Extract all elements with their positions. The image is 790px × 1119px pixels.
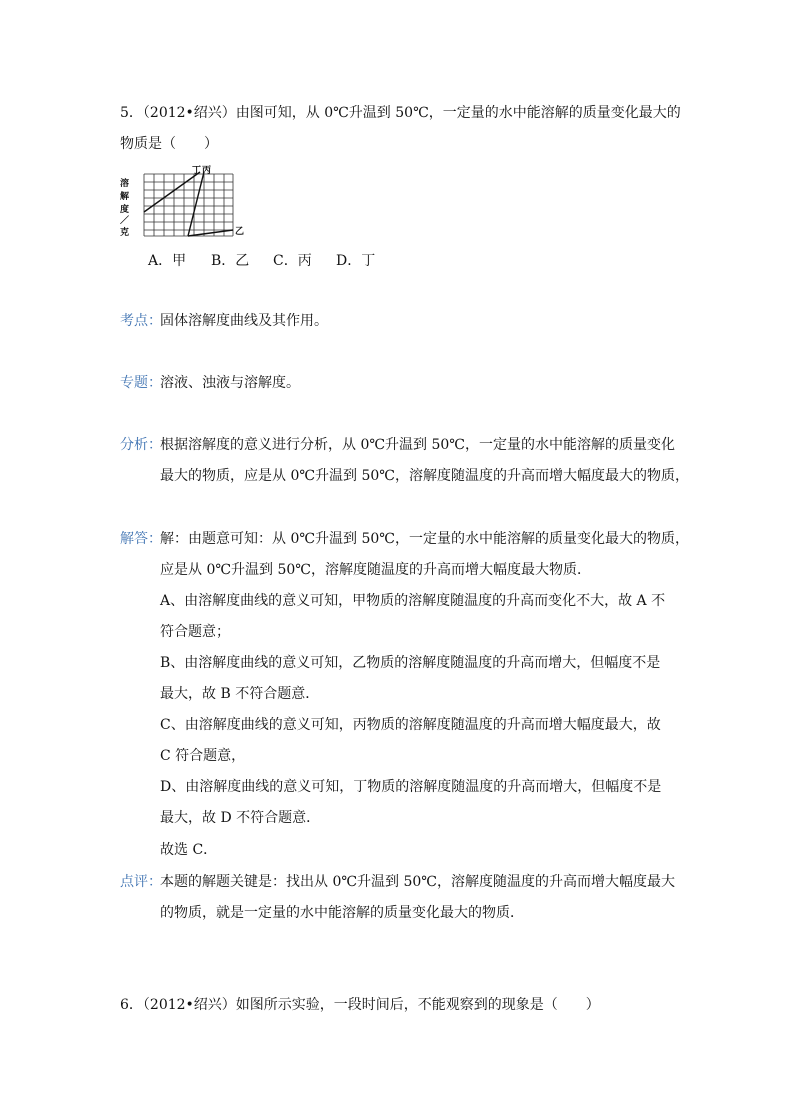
curve-label-yi: 乙 — [235, 227, 245, 237]
curve-label-bing: 丙 — [202, 166, 212, 176]
zhuanti-text: 溶液、浊液与溶解度。 — [160, 375, 300, 391]
solubility-graph — [118, 164, 250, 238]
graph-ylabel — [120, 177, 130, 238]
curve-yi — [188, 230, 233, 236]
jieda-line: B、由溶解度曲线的意义可知，乙物质的溶解度随温度的升高而增大，但幅度不是 — [160, 655, 661, 671]
option-d: D．丁 — [336, 253, 376, 269]
ylabel-char-2: 解 — [120, 192, 130, 202]
jieda-line: A、由溶解度曲线的意义可知，甲物质的溶解度随温度的升高而变化不大，故 A 不 — [160, 593, 666, 609]
jieda-line: 符合题意； — [160, 624, 230, 640]
ylabel-char-5: 克 — [120, 228, 130, 238]
kaodian-label: 考点： — [120, 313, 162, 329]
kaodian-text: 固体溶解度曲线及其作用。 — [160, 313, 328, 329]
zhuanti-label: 专题： — [120, 375, 162, 391]
ylabel-char-4: ／ — [120, 216, 130, 226]
fenxi-line: 根据溶解度的意义进行分析，从 0℃升温到 50℃，一定量的水中能溶解的质量变化 — [160, 437, 675, 453]
jieda-line: 最大，故 D 不符合题意． — [160, 810, 321, 826]
q5-line2: 物质是（ ） — [120, 136, 218, 152]
jieda-line: 解：由题意可知：从 0℃升温到 50℃，一定量的水中能溶解的质量变化最大的物质， — [160, 531, 689, 547]
graph-grid — [144, 174, 233, 236]
jieda-line: 故选 C． — [160, 842, 218, 858]
jieda-line: 应是从 0℃升温到 50℃，溶解度随温度的升高而增大幅度最大物质． — [160, 562, 591, 578]
dianping-line: 本题的解题关键是：找出从 0℃升温到 50℃，溶解度随温度的升高而增大幅度最大 — [160, 874, 675, 890]
option-a: A．甲 — [148, 253, 187, 269]
fenxi-line: 最大的物质，应是从 0℃升温到 50℃，溶解度随温度的升高而增大幅度最大的物质， — [160, 468, 689, 484]
jieda-line: 最大，故 B 不符合题意． — [160, 686, 320, 702]
jieda-line: C、由溶解度曲线的意义可知，丙物质的溶解度随温度的升高而增大幅度最大，故 — [160, 717, 661, 733]
option-c: C．丙 — [273, 253, 312, 269]
q6-line1: 6．（2012•绍兴）如图所示实验，一段时间后，不能观察到的现象是（ ） — [120, 997, 600, 1013]
ylabel-char-3: 度 — [120, 205, 130, 215]
option-b: B．乙 — [211, 253, 250, 269]
ylabel-char-1: 溶 — [120, 179, 130, 189]
fenxi-label: 分析： — [120, 437, 162, 453]
dianping-label: 点评： — [120, 874, 162, 890]
jieda-line: C 符合题意， — [160, 748, 246, 764]
jieda-line: D、由溶解度曲线的意义可知，丁物质的溶解度随温度的升高而增大，但幅度不是 — [160, 779, 662, 795]
dianping-line: 的物质，就是一定量的水中能溶解的质量变化最大的物质． — [160, 905, 524, 921]
curve-label-ding: 丁 — [192, 166, 202, 176]
jieda-label: 解答： — [120, 531, 162, 547]
q5-line1: 5．（2012•绍兴）由图可知，从 0℃升温到 50℃，一定量的水中能溶解的质量变化最大的 — [120, 105, 681, 121]
